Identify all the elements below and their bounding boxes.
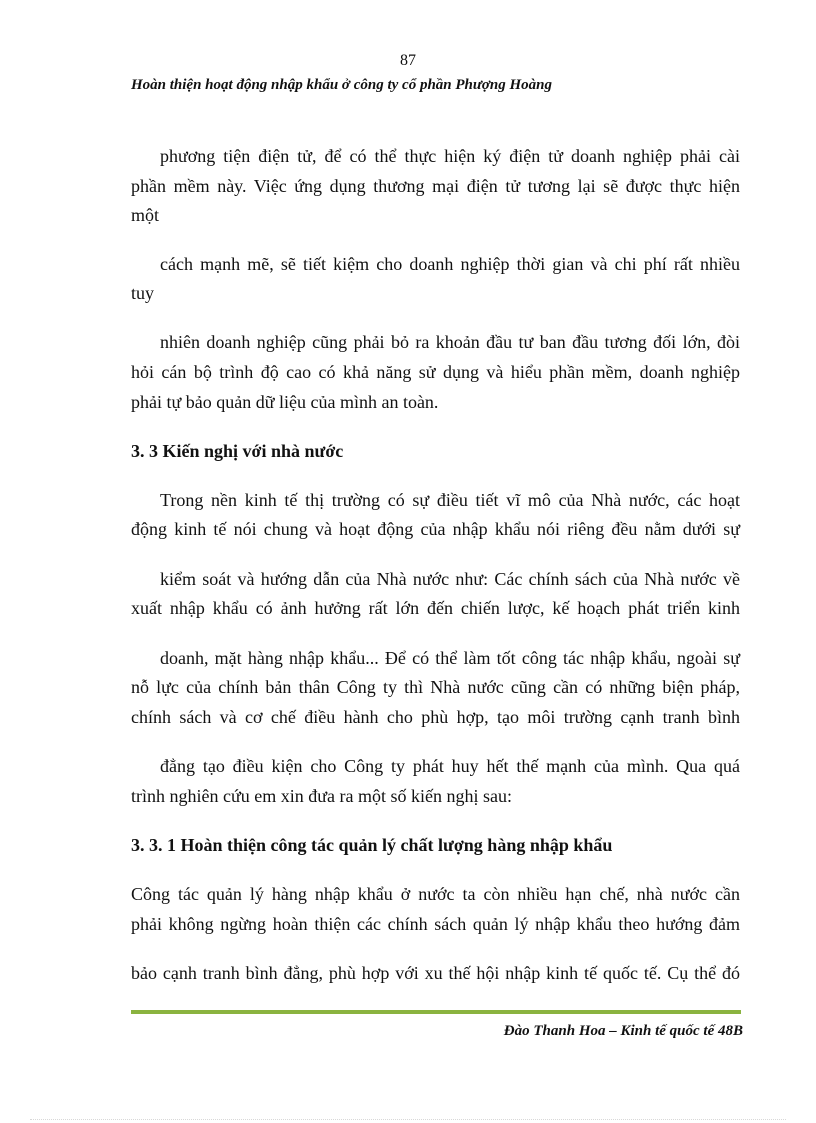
page-bottom-dotted-edge bbox=[30, 1119, 786, 1120]
subsection-heading: 3. 3. 1 Hoàn thiện công tác quản lý chất lượng hàng nhập khẩu bbox=[131, 835, 613, 855]
page-number: 87 bbox=[400, 52, 416, 69]
body-line: phải tự bảo quản dữ liệu của mình an toàn. bbox=[131, 392, 439, 412]
footer-divider bbox=[131, 1010, 741, 1014]
footer-author: Đào Thanh Hoa – Kinh tế quốc tế 48B bbox=[503, 1023, 743, 1039]
body-line: nỗ lực của chính bản thân Công ty thì Nhà nước cũng cần có những biện pháp, bbox=[131, 677, 740, 697]
body-line: Trong nền kinh tế thị trường có sự điều tiết vĩ mô của Nhà nước, các hoạt bbox=[160, 490, 740, 510]
body-line: tuy bbox=[131, 283, 155, 303]
body-line: hỏi cán bộ trình độ cao có khả năng sử dụng và hiểu phần mềm, doanh nghiệp bbox=[131, 362, 740, 382]
body-line: phải không ngừng hoàn thiện các chính sách quản lý nhập khẩu theo hướng đảm bbox=[131, 914, 740, 934]
body-line: xuất nhập khẩu có ảnh hưởng rất lớn đến chiến lược, kế hoạch phát triển kinh bbox=[131, 598, 740, 618]
body-line: nhiên doanh nghiệp cũng phải bỏ ra khoản đầu tư ban đầu tương đối lớn, đòi bbox=[160, 332, 740, 352]
body-line: phương tiện điện tử, để có thể thực hiện ký điện tử doanh nghiệp phải cài bbox=[160, 146, 740, 166]
header-title: Hoàn thiện hoạt động nhập khẩu ở công ty cổ phần Phượng Hoàng bbox=[131, 77, 553, 93]
body-line: kiểm soát và hướng dẫn của Nhà nước như: Các chính sách của Nhà nước về bbox=[160, 569, 740, 589]
body-line: một bbox=[131, 205, 160, 225]
section-heading: 3. 3 Kiến nghị với nhà nước bbox=[131, 441, 344, 461]
body-line: phần mềm này. Việc ứng dụng thương mại điện tử tương lại sẽ được thực hiện bbox=[131, 176, 740, 196]
body-line: cách mạnh mẽ, sẽ tiết kiệm cho doanh nghiệp thời gian và chi phí rất nhiều bbox=[160, 254, 740, 274]
body-line: doanh, mặt hàng nhập khẩu... Để có thể làm tốt công tác nhập khẩu, ngoài sự bbox=[160, 648, 740, 668]
body-line: Công tác quản lý hàng nhập khẩu ở nước ta còn nhiều hạn chế, nhà nước cần bbox=[131, 884, 740, 904]
body-line: đẳng tạo điều kiện cho Công ty phát huy hết thế mạnh của mình. Qua quá bbox=[160, 756, 740, 776]
body-line: trình nghiên cứu em xin đưa ra một số kiến nghị sau: bbox=[131, 786, 512, 806]
body-line: chính sách và cơ chế điều hành cho phù hợp, tạo môi trường cạnh tranh bình bbox=[131, 707, 740, 727]
body-line: động kinh tế nói chung và hoạt động của nhập khẩu nói riêng đều nằm dưới sự bbox=[131, 519, 740, 539]
body-line: bảo cạnh tranh bình đẳng, phù hợp với xu thế hội nhập kinh tế quốc tế. Cụ thể đó bbox=[131, 963, 740, 983]
